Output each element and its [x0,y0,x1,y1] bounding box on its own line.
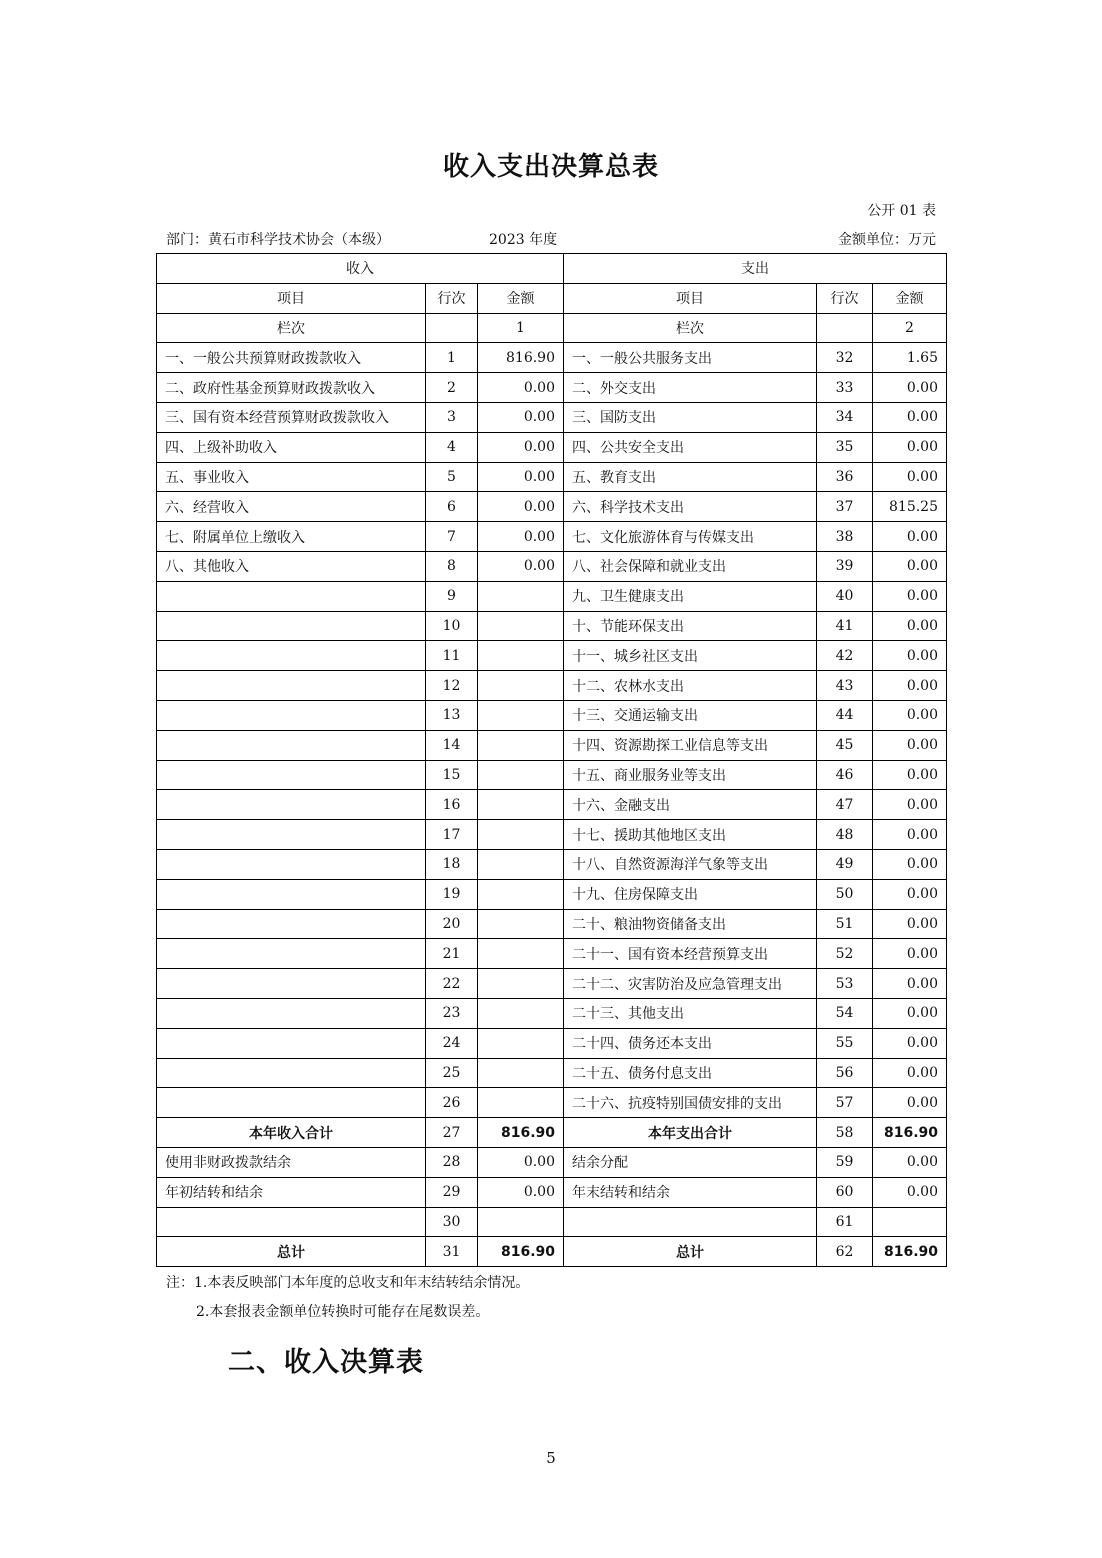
expense-amount-cell: 0.00 [873,641,947,671]
expense-rowno-cell: 40 [817,581,873,611]
table-row [157,373,947,403]
section-header-row [157,254,947,284]
expense-item-cell: 六、科学技术支出 [564,492,817,522]
income-amount-cell [478,1207,564,1237]
income-amount-cell [478,641,564,671]
expense-amount-cell: 0.00 [873,790,947,820]
income-rowno-cell: 30 [426,1207,478,1237]
income-amount-cell: 0.00 [478,492,564,522]
income-rowno-cell: 26 [426,1088,478,1118]
expense-rowno-cell: 54 [817,998,873,1028]
expense-item-header: 项目 [564,283,817,313]
expense-amount-cell: 0.00 [873,671,947,701]
income-rowno-cell: 8 [426,551,478,581]
table-row [157,700,947,730]
income-rowno-cell: 29 [426,1177,478,1207]
income-rowno-header: 行次 [426,283,478,313]
income-amount-cell: 0.00 [478,373,564,403]
page-title: 收入支出决算总表 [442,152,659,182]
expense-rowno-cell: 39 [817,551,873,581]
expense-rowno-cell: 43 [817,671,873,701]
expense-rowno-cell: 45 [817,730,873,760]
table-row [157,1237,947,1267]
table-row [157,432,947,462]
table-row [157,760,947,790]
expense-rowno-cell: 38 [817,522,873,552]
expense-rowno-cell: 41 [817,611,873,641]
expense-item-cell: 十五、商业服务业等支出 [564,760,817,790]
income-item-cell: 三、国有资本经营预算财政拨款收入 [157,402,426,432]
income-item-cell [157,879,426,909]
income-amount-cell [478,939,564,969]
expense-amount-cell: 0.00 [873,909,947,939]
income-rowno-cell: 17 [426,820,478,850]
income-section-header: 收入 [157,254,564,284]
table-row [157,1088,947,1118]
income-rowno-cell: 31 [426,1237,478,1267]
expense-item-cell: 二十一、国有资本经营预算支出 [564,939,817,969]
income-rowno-cell: 24 [426,1028,478,1058]
table-row [157,820,947,850]
expense-rowno-cell: 53 [817,969,873,999]
footnote-1: 注：1.本表反映部门本年度的总收支和年末结转结余情况。 [166,1275,530,1291]
income-item-cell [157,730,426,760]
expense-amount-cell: 0.00 [873,1147,947,1177]
income-item-cell: 八、其他收入 [157,551,426,581]
expense-rowno-cell: 33 [817,373,873,403]
income-item-cell: 总计 [157,1237,426,1267]
expense-item-cell: 总计 [564,1237,817,1267]
income-amount-cell [478,909,564,939]
expense-amount-cell: 0.00 [873,939,947,969]
expense-item-cell: 九、卫生健康支出 [564,581,817,611]
table-row [157,998,947,1028]
expense-item-cell: 十三、交通运输支出 [564,700,817,730]
expense-rowno-cell: 62 [817,1237,873,1267]
fiscal-year: 2023 年度 [489,232,558,248]
table-row [157,730,947,760]
expense-rowno-cell: 58 [817,1118,873,1148]
expense-amount-cell: 0.00 [873,998,947,1028]
income-item-cell [157,1207,426,1237]
amount-unit: 金额单位：万元 [838,232,936,248]
expense-rowno-cell: 57 [817,1088,873,1118]
expense-column-label: 栏次 [564,313,817,343]
income-item-cell [157,820,426,850]
expense-amount-cell: 0.00 [873,373,947,403]
income-rowno-cell: 21 [426,939,478,969]
income-amount-cell: 816.90 [478,343,564,373]
expense-amount-header: 金额 [873,283,947,313]
income-item-cell [157,641,426,671]
expense-rowno-cell: 60 [817,1177,873,1207]
expense-item-cell: 十九、住房保障支出 [564,879,817,909]
expense-item-cell: 二十三、其他支出 [564,998,817,1028]
table-row [157,790,947,820]
income-item-cell: 七、附属单位上缴收入 [157,522,426,552]
table-row [157,1028,947,1058]
expense-amount-cell: 0.00 [873,849,947,879]
table-row [157,969,947,999]
income-item-cell [157,671,426,701]
department-label: 部门：黄石市科学技术协会（本级） [166,232,390,248]
expense-amount-cell: 0.00 [873,700,947,730]
income-item-cell [157,611,426,641]
expense-rowno-cell: 47 [817,790,873,820]
expense-item-cell: 八、社会保障和就业支出 [564,551,817,581]
expense-column-index: 2 [873,313,947,343]
expense-item-cell: 二十、粮油物资储备支出 [564,909,817,939]
income-rowno-cell: 1 [426,343,478,373]
expense-amount-cell: 0.00 [873,462,947,492]
table-row [157,551,947,581]
expense-amount-cell: 0.00 [873,1058,947,1088]
expense-rowno-header: 行次 [817,283,873,313]
table-row [157,402,947,432]
section-heading: 二、收入决算表 [228,1347,424,1378]
income-expense-table [156,253,947,1267]
income-amount-cell [478,581,564,611]
income-item-cell: 使用非财政拨款结余 [157,1147,426,1177]
income-rowno-cell: 14 [426,730,478,760]
table-row [157,462,947,492]
expense-amount-cell: 0.00 [873,760,947,790]
expense-item-cell: 四、公共安全支出 [564,432,817,462]
table-row [157,939,947,969]
form-number: 公开 01 表 [867,203,936,219]
expense-item-cell: 二十二、灾害防治及应急管理支出 [564,969,817,999]
expense-rowno-cell: 52 [817,939,873,969]
expense-item-cell: 十二、农林水支出 [564,671,817,701]
expense-amount-cell: 815.25 [873,492,947,522]
expense-rowno-cell: 55 [817,1028,873,1058]
expense-item-cell: 七、文化旅游体育与传媒支出 [564,522,817,552]
income-amount-cell [478,879,564,909]
income-amount-header: 金额 [478,283,564,313]
table-row [157,1207,947,1237]
expense-amount-cell: 0.00 [873,730,947,760]
income-amount-cell: 0.00 [478,462,564,492]
expense-item-cell: 十、节能环保支出 [564,611,817,641]
income-amount-cell [478,969,564,999]
expense-item-cell: 十一、城乡社区支出 [564,641,817,671]
expense-amount-cell: 0.00 [873,551,947,581]
income-amount-cell [478,730,564,760]
column-index-row [157,313,947,343]
income-amount-cell [478,611,564,641]
income-item-cell [157,790,426,820]
footnote-2: 2.本套报表金额单位转换时可能存在尾数误差。 [196,1304,490,1320]
income-rowno-cell: 19 [426,879,478,909]
expense-amount-cell: 0.00 [873,1177,947,1207]
expense-amount-cell [873,1207,947,1237]
table-row [157,641,947,671]
expense-rowno-cell: 36 [817,462,873,492]
income-column-index: 1 [478,313,564,343]
table-row [157,581,947,611]
income-item-header: 项目 [157,283,426,313]
income-item-cell: 五、事业收入 [157,462,426,492]
expense-amount-cell: 0.00 [873,1088,947,1118]
expense-rowno-cell: 35 [817,432,873,462]
income-rowno-cell: 4 [426,432,478,462]
income-item-cell [157,1088,426,1118]
expense-section-header: 支出 [564,254,947,284]
expense-rowno-cell: 59 [817,1147,873,1177]
income-amount-cell [478,760,564,790]
expense-item-cell: 结余分配 [564,1147,817,1177]
income-rowno-cell: 11 [426,641,478,671]
table-row [157,522,947,552]
income-item-cell: 二、政府性基金预算财政拨款收入 [157,373,426,403]
expense-item-cell: 二十六、抗疫特别国债安排的支出 [564,1088,817,1118]
income-amount-cell: 816.90 [478,1237,564,1267]
income-amount-cell: 816.90 [478,1118,564,1148]
income-rowno-cell: 27 [426,1118,478,1148]
income-rowno-cell: 9 [426,581,478,611]
expense-amount-cell: 0.00 [873,969,947,999]
income-amount-cell: 0.00 [478,402,564,432]
income-item-cell: 年初结转和结余 [157,1177,426,1207]
income-amount-cell: 0.00 [478,432,564,462]
expense-amount-cell: 0.00 [873,581,947,611]
expense-item-cell: 一、一般公共服务支出 [564,343,817,373]
expense-rowno-cell: 51 [817,909,873,939]
income-amount-cell [478,820,564,850]
income-amount-cell [478,1058,564,1088]
expense-item-cell: 十七、援助其他地区支出 [564,820,817,850]
table-row [157,879,947,909]
expense-amount-cell: 816.90 [873,1237,947,1267]
expense-rowno-cell: 56 [817,1058,873,1088]
table-row [157,671,947,701]
income-item-cell: 四、上级补助收入 [157,432,426,462]
income-rowno-cell: 5 [426,462,478,492]
income-amount-cell [478,790,564,820]
income-item-cell [157,909,426,939]
income-rowno-cell: 20 [426,909,478,939]
column-header-row [157,283,947,313]
expense-amount-cell: 0.00 [873,402,947,432]
expense-amount-cell: 0.00 [873,611,947,641]
expense-item-cell: 二、外交支出 [564,373,817,403]
table-row [157,909,947,939]
table-row [157,1147,947,1177]
table-row [157,1058,947,1088]
expense-item-cell: 十四、资源勘探工业信息等支出 [564,730,817,760]
income-item-cell: 一、一般公共预算财政拨款收入 [157,343,426,373]
expense-amount-cell: 0.00 [873,522,947,552]
expense-item-cell: 本年支出合计 [564,1118,817,1148]
expense-rowno-cell: 44 [817,700,873,730]
income-column-blank [426,313,478,343]
expense-item-cell: 五、教育支出 [564,462,817,492]
income-item-cell [157,939,426,969]
expense-amount-cell: 816.90 [873,1118,947,1148]
expense-rowno-cell: 49 [817,849,873,879]
income-rowno-cell: 13 [426,700,478,730]
income-amount-cell [478,998,564,1028]
income-rowno-cell: 7 [426,522,478,552]
expense-column-blank [817,313,873,343]
income-rowno-cell: 16 [426,790,478,820]
income-item-cell [157,1058,426,1088]
income-rowno-cell: 15 [426,760,478,790]
income-item-cell [157,700,426,730]
income-item-cell [157,1028,426,1058]
expense-item-cell: 三、国防支出 [564,402,817,432]
expense-item-cell: 二十五、债务付息支出 [564,1058,817,1088]
expense-amount-cell: 1.65 [873,343,947,373]
expense-amount-cell: 0.00 [873,879,947,909]
report-meta [166,229,936,249]
income-amount-cell: 0.00 [478,1177,564,1207]
expense-rowno-cell: 50 [817,879,873,909]
income-column-label: 栏次 [157,313,426,343]
income-rowno-cell: 18 [426,849,478,879]
income-item-cell [157,969,426,999]
income-item-cell [157,581,426,611]
income-amount-cell [478,1028,564,1058]
income-amount-cell [478,1088,564,1118]
income-rowno-cell: 28 [426,1147,478,1177]
expense-rowno-cell: 37 [817,492,873,522]
income-item-cell [157,849,426,879]
income-rowno-cell: 6 [426,492,478,522]
income-amount-cell: 0.00 [478,1147,564,1177]
expense-rowno-cell: 61 [817,1207,873,1237]
income-rowno-cell: 3 [426,402,478,432]
income-rowno-cell: 2 [426,373,478,403]
income-amount-cell: 0.00 [478,522,564,552]
expense-item-cell: 十六、金融支出 [564,790,817,820]
income-rowno-cell: 23 [426,998,478,1028]
income-rowno-cell: 12 [426,671,478,701]
table-row [157,611,947,641]
table-row [157,343,947,373]
expense-item-cell: 二十四、债务还本支出 [564,1028,817,1058]
income-item-cell: 六、经营收入 [157,492,426,522]
income-amount-cell [478,849,564,879]
table-row [157,849,947,879]
expense-rowno-cell: 42 [817,641,873,671]
income-amount-cell [478,700,564,730]
expense-rowno-cell: 48 [817,820,873,850]
income-item-cell [157,760,426,790]
expense-item-cell: 十八、自然资源海洋气象等支出 [564,849,817,879]
expense-amount-cell: 0.00 [873,432,947,462]
expense-item-cell: 年末结转和结余 [564,1177,817,1207]
expense-rowno-cell: 46 [817,760,873,790]
income-rowno-cell: 10 [426,611,478,641]
income-amount-cell [478,671,564,701]
income-rowno-cell: 25 [426,1058,478,1088]
expense-item-cell [564,1207,817,1237]
income-rowno-cell: 22 [426,969,478,999]
expense-rowno-cell: 34 [817,402,873,432]
expense-amount-cell: 0.00 [873,1028,947,1058]
table-row [157,492,947,522]
table-row [157,1177,947,1207]
income-item-cell: 本年收入合计 [157,1118,426,1148]
expense-amount-cell: 0.00 [873,820,947,850]
table-row [157,1118,947,1148]
income-item-cell [157,998,426,1028]
expense-rowno-cell: 32 [817,343,873,373]
income-amount-cell: 0.00 [478,551,564,581]
page-number: 5 [546,1449,556,1467]
